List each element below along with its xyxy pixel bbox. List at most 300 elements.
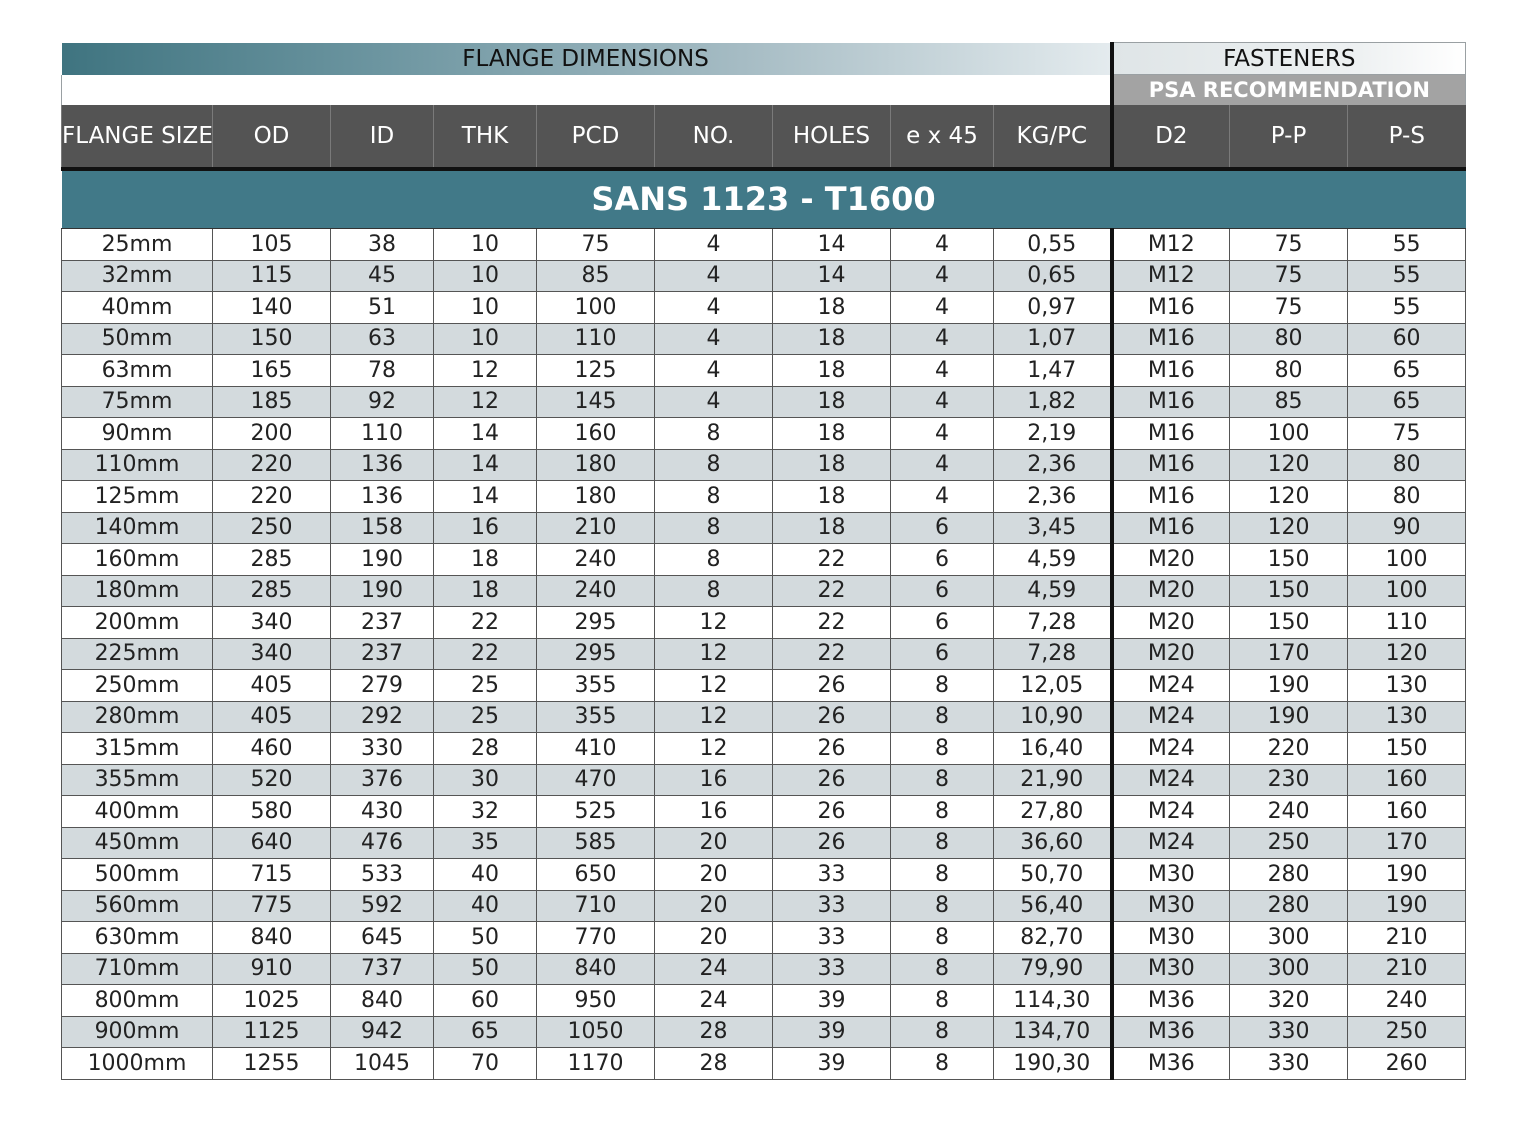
cell-flange-size: 315mm (62, 733, 213, 765)
cell-d2: M24 (1112, 827, 1230, 859)
cell-id: 136 (331, 449, 434, 481)
cell-holes: 18 (773, 386, 891, 418)
table-row (62, 323, 1466, 355)
cell-holes: 18 (773, 449, 891, 481)
cell-flange-size: 180mm (62, 575, 213, 607)
cell-e45: 6 (891, 638, 994, 670)
cell-e45: 6 (891, 544, 994, 576)
table-row (62, 1048, 1466, 1080)
cell-od: 185 (213, 386, 331, 418)
cell-ps: 100 (1348, 575, 1466, 607)
cell-d2: M12 (1112, 229, 1230, 261)
psa-recommendation-header: PSA RECOMMENDATION (1112, 75, 1466, 105)
cell-pcd: 240 (537, 544, 655, 576)
cell-d2: M20 (1112, 544, 1230, 576)
cell-flange-size: 160mm (62, 544, 213, 576)
cell-pp: 120 (1230, 512, 1348, 544)
table-row (62, 386, 1466, 418)
cell-flange-size: 63mm (62, 355, 213, 387)
table-row (62, 260, 1466, 292)
cell-pcd: 295 (537, 638, 655, 670)
cell-e45: 8 (891, 1016, 994, 1048)
cell-no: 8 (655, 481, 773, 513)
fasteners-header: FASTENERS (1112, 43, 1466, 75)
cell-thk: 22 (434, 638, 537, 670)
cell-id: 430 (331, 796, 434, 828)
cell-ps: 160 (1348, 796, 1466, 828)
cell-thk: 12 (434, 355, 537, 387)
table-row (62, 764, 1466, 796)
cell-pcd: 180 (537, 481, 655, 513)
cell-pp: 80 (1230, 323, 1348, 355)
cell-thk: 40 (434, 859, 537, 891)
cell-pcd: 525 (537, 796, 655, 828)
cell-e45: 8 (891, 985, 994, 1017)
cell-od: 200 (213, 418, 331, 450)
table-row (62, 859, 1466, 891)
cell-pp: 120 (1230, 481, 1348, 513)
cell-kgpc: 4,59 (994, 544, 1112, 576)
cell-pp: 300 (1230, 953, 1348, 985)
cell-flange-size: 900mm (62, 1016, 213, 1048)
flange-dimensions-sheet (61, 42, 1465, 1080)
cell-holes: 26 (773, 764, 891, 796)
cell-d2: M20 (1112, 607, 1230, 639)
cell-od: 405 (213, 701, 331, 733)
cell-id: 190 (331, 575, 434, 607)
cell-kgpc: 21,90 (994, 764, 1112, 796)
cell-flange-size: 40mm (62, 292, 213, 324)
cell-pcd: 355 (537, 701, 655, 733)
col-pp: P-P (1230, 105, 1348, 169)
cell-od: 910 (213, 953, 331, 985)
cell-flange-size: 140mm (62, 512, 213, 544)
cell-holes: 26 (773, 733, 891, 765)
cell-pp: 320 (1230, 985, 1348, 1017)
cell-d2: M30 (1112, 953, 1230, 985)
cell-e45: 4 (891, 481, 994, 513)
cell-ps: 100 (1348, 544, 1466, 576)
cell-od: 220 (213, 481, 331, 513)
cell-kgpc: 27,80 (994, 796, 1112, 828)
cell-pp: 190 (1230, 670, 1348, 702)
cell-no: 20 (655, 890, 773, 922)
cell-thk: 70 (434, 1048, 537, 1080)
cell-id: 279 (331, 670, 434, 702)
cell-holes: 18 (773, 481, 891, 513)
cell-kgpc: 0,55 (994, 229, 1112, 261)
cell-pcd: 1170 (537, 1048, 655, 1080)
cell-id: 292 (331, 701, 434, 733)
cell-id: 190 (331, 544, 434, 576)
cell-pp: 150 (1230, 544, 1348, 576)
table-row (62, 733, 1466, 765)
cell-kgpc: 10,90 (994, 701, 1112, 733)
column-header-row (62, 105, 1466, 169)
cell-kgpc: 4,59 (994, 575, 1112, 607)
blank-sub-header (62, 75, 1112, 105)
cell-pp: 100 (1230, 418, 1348, 450)
cell-no: 12 (655, 701, 773, 733)
cell-d2: M20 (1112, 638, 1230, 670)
cell-holes: 33 (773, 859, 891, 891)
cell-thk: 60 (434, 985, 537, 1017)
cell-id: 737 (331, 953, 434, 985)
cell-ps: 75 (1348, 418, 1466, 450)
cell-no: 12 (655, 733, 773, 765)
cell-no: 8 (655, 449, 773, 481)
cell-pcd: 125 (537, 355, 655, 387)
cell-kgpc: 2,36 (994, 449, 1112, 481)
cell-od: 340 (213, 638, 331, 670)
table-row (62, 670, 1466, 702)
cell-ps: 130 (1348, 670, 1466, 702)
col-od: OD (213, 105, 331, 169)
cell-flange-size: 450mm (62, 827, 213, 859)
cell-holes: 18 (773, 292, 891, 324)
cell-pp: 190 (1230, 701, 1348, 733)
cell-d2: M16 (1112, 292, 1230, 324)
cell-no: 8 (655, 512, 773, 544)
cell-thk: 30 (434, 764, 537, 796)
cell-ps: 90 (1348, 512, 1466, 544)
cell-e45: 8 (891, 953, 994, 985)
cell-ps: 120 (1348, 638, 1466, 670)
cell-kgpc: 0,65 (994, 260, 1112, 292)
cell-id: 78 (331, 355, 434, 387)
cell-flange-size: 225mm (62, 638, 213, 670)
group-header-row (62, 43, 1466, 75)
cell-ps: 190 (1348, 859, 1466, 891)
cell-pp: 80 (1230, 355, 1348, 387)
cell-pp: 150 (1230, 575, 1348, 607)
col-e45: e x 45 (891, 105, 994, 169)
cell-d2: M36 (1112, 1048, 1230, 1080)
cell-id: 840 (331, 985, 434, 1017)
cell-pp: 330 (1230, 1016, 1348, 1048)
col-d2: D2 (1112, 105, 1230, 169)
cell-no: 4 (655, 386, 773, 418)
cell-od: 405 (213, 670, 331, 702)
cell-pcd: 295 (537, 607, 655, 639)
col-no: NO. (655, 105, 773, 169)
cell-od: 105 (213, 229, 331, 261)
cell-no: 20 (655, 922, 773, 954)
cell-thk: 18 (434, 575, 537, 607)
cell-thk: 25 (434, 670, 537, 702)
standard-banner: SANS 1123 - T1600 (62, 169, 1466, 229)
cell-pcd: 710 (537, 890, 655, 922)
cell-thk: 10 (434, 260, 537, 292)
cell-d2: M16 (1112, 481, 1230, 513)
cell-d2: M16 (1112, 418, 1230, 450)
cell-od: 520 (213, 764, 331, 796)
cell-holes: 26 (773, 670, 891, 702)
cell-thk: 40 (434, 890, 537, 922)
cell-kgpc: 16,40 (994, 733, 1112, 765)
cell-kgpc: 12,05 (994, 670, 1112, 702)
cell-pcd: 1050 (537, 1016, 655, 1048)
cell-holes: 14 (773, 229, 891, 261)
cell-d2: M30 (1112, 890, 1230, 922)
cell-ps: 210 (1348, 922, 1466, 954)
col-flange-size: FLANGE SIZE (62, 105, 213, 169)
cell-kgpc: 190,30 (994, 1048, 1112, 1080)
table-row (62, 890, 1466, 922)
cell-pcd: 470 (537, 764, 655, 796)
flange-table (61, 42, 1466, 1080)
cell-pp: 85 (1230, 386, 1348, 418)
table-body (62, 229, 1466, 1080)
cell-e45: 8 (891, 670, 994, 702)
cell-flange-size: 25mm (62, 229, 213, 261)
cell-kgpc: 79,90 (994, 953, 1112, 985)
cell-holes: 39 (773, 985, 891, 1017)
cell-flange-size: 75mm (62, 386, 213, 418)
cell-od: 460 (213, 733, 331, 765)
cell-id: 476 (331, 827, 434, 859)
table-row (62, 355, 1466, 387)
cell-ps: 130 (1348, 701, 1466, 733)
cell-od: 715 (213, 859, 331, 891)
cell-thk: 32 (434, 796, 537, 828)
cell-thk: 14 (434, 481, 537, 513)
table-row (62, 418, 1466, 450)
cell-pp: 75 (1230, 229, 1348, 261)
cell-flange-size: 32mm (62, 260, 213, 292)
cell-e45: 4 (891, 260, 994, 292)
cell-flange-size: 1000mm (62, 1048, 213, 1080)
cell-pcd: 75 (537, 229, 655, 261)
cell-holes: 26 (773, 827, 891, 859)
cell-id: 237 (331, 638, 434, 670)
cell-ps: 250 (1348, 1016, 1466, 1048)
table-row (62, 1016, 1466, 1048)
cell-holes: 26 (773, 701, 891, 733)
cell-pp: 170 (1230, 638, 1348, 670)
cell-id: 942 (331, 1016, 434, 1048)
standard-banner-row (62, 169, 1466, 229)
cell-id: 136 (331, 481, 434, 513)
cell-no: 4 (655, 260, 773, 292)
col-kgpc: KG/PC (994, 105, 1112, 169)
cell-od: 220 (213, 449, 331, 481)
cell-od: 775 (213, 890, 331, 922)
cell-e45: 8 (891, 733, 994, 765)
cell-ps: 65 (1348, 355, 1466, 387)
cell-no: 20 (655, 827, 773, 859)
cell-id: 645 (331, 922, 434, 954)
cell-od: 250 (213, 512, 331, 544)
cell-holes: 39 (773, 1048, 891, 1080)
cell-kgpc: 50,70 (994, 859, 1112, 891)
cell-d2: M24 (1112, 670, 1230, 702)
cell-ps: 210 (1348, 953, 1466, 985)
cell-pcd: 180 (537, 449, 655, 481)
cell-pcd: 110 (537, 323, 655, 355)
cell-no: 24 (655, 953, 773, 985)
cell-kgpc: 7,28 (994, 638, 1112, 670)
cell-flange-size: 90mm (62, 418, 213, 450)
cell-thk: 65 (434, 1016, 537, 1048)
cell-od: 140 (213, 292, 331, 324)
cell-pcd: 950 (537, 985, 655, 1017)
cell-thk: 25 (434, 701, 537, 733)
col-holes: HOLES (773, 105, 891, 169)
table-row (62, 796, 1466, 828)
cell-d2: M12 (1112, 260, 1230, 292)
cell-e45: 8 (891, 1048, 994, 1080)
cell-e45: 6 (891, 512, 994, 544)
cell-ps: 80 (1348, 481, 1466, 513)
cell-pp: 120 (1230, 449, 1348, 481)
cell-pcd: 355 (537, 670, 655, 702)
cell-id: 330 (331, 733, 434, 765)
cell-id: 51 (331, 292, 434, 324)
cell-pcd: 650 (537, 859, 655, 891)
cell-id: 38 (331, 229, 434, 261)
cell-e45: 8 (891, 890, 994, 922)
table-row (62, 922, 1466, 954)
cell-pcd: 85 (537, 260, 655, 292)
cell-flange-size: 50mm (62, 323, 213, 355)
cell-od: 640 (213, 827, 331, 859)
cell-thk: 50 (434, 953, 537, 985)
cell-kgpc: 114,30 (994, 985, 1112, 1017)
cell-id: 110 (331, 418, 434, 450)
table-row (62, 512, 1466, 544)
cell-ps: 110 (1348, 607, 1466, 639)
cell-pcd: 840 (537, 953, 655, 985)
cell-kgpc: 2,36 (994, 481, 1112, 513)
cell-holes: 39 (773, 1016, 891, 1048)
cell-d2: M16 (1112, 355, 1230, 387)
cell-flange-size: 200mm (62, 607, 213, 639)
cell-no: 28 (655, 1016, 773, 1048)
cell-flange-size: 355mm (62, 764, 213, 796)
cell-no: 12 (655, 670, 773, 702)
cell-kgpc: 36,60 (994, 827, 1112, 859)
cell-flange-size: 110mm (62, 449, 213, 481)
cell-pcd: 100 (537, 292, 655, 324)
cell-e45: 8 (891, 859, 994, 891)
cell-ps: 55 (1348, 260, 1466, 292)
cell-id: 45 (331, 260, 434, 292)
cell-thk: 22 (434, 607, 537, 639)
table-row (62, 985, 1466, 1017)
cell-holes: 18 (773, 355, 891, 387)
cell-id: 92 (331, 386, 434, 418)
cell-ps: 240 (1348, 985, 1466, 1017)
cell-thk: 10 (434, 292, 537, 324)
cell-no: 12 (655, 638, 773, 670)
cell-e45: 4 (891, 229, 994, 261)
cell-flange-size: 250mm (62, 670, 213, 702)
cell-d2: M36 (1112, 985, 1230, 1017)
cell-e45: 8 (891, 922, 994, 954)
cell-ps: 55 (1348, 292, 1466, 324)
cell-d2: M16 (1112, 449, 1230, 481)
cell-ps: 80 (1348, 449, 1466, 481)
cell-e45: 4 (891, 292, 994, 324)
cell-pcd: 770 (537, 922, 655, 954)
table-row (62, 607, 1466, 639)
cell-pcd: 585 (537, 827, 655, 859)
table-row (62, 701, 1466, 733)
cell-flange-size: 400mm (62, 796, 213, 828)
cell-pp: 230 (1230, 764, 1348, 796)
cell-no: 28 (655, 1048, 773, 1080)
table-row (62, 575, 1466, 607)
cell-pp: 330 (1230, 1048, 1348, 1080)
cell-no: 4 (655, 323, 773, 355)
cell-holes: 22 (773, 544, 891, 576)
cell-e45: 4 (891, 323, 994, 355)
cell-e45: 4 (891, 355, 994, 387)
cell-d2: M24 (1112, 764, 1230, 796)
cell-holes: 33 (773, 890, 891, 922)
cell-holes: 22 (773, 638, 891, 670)
table-row (62, 544, 1466, 576)
cell-ps: 60 (1348, 323, 1466, 355)
cell-od: 150 (213, 323, 331, 355)
table-row (62, 953, 1466, 985)
cell-holes: 18 (773, 512, 891, 544)
cell-flange-size: 500mm (62, 859, 213, 891)
cell-no: 4 (655, 355, 773, 387)
cell-id: 63 (331, 323, 434, 355)
cell-od: 580 (213, 796, 331, 828)
cell-no: 12 (655, 607, 773, 639)
cell-thk: 50 (434, 922, 537, 954)
cell-no: 16 (655, 796, 773, 828)
cell-kgpc: 0,97 (994, 292, 1112, 324)
cell-d2: M16 (1112, 512, 1230, 544)
cell-od: 1125 (213, 1016, 331, 1048)
cell-thk: 16 (434, 512, 537, 544)
cell-id: 158 (331, 512, 434, 544)
cell-od: 1025 (213, 985, 331, 1017)
col-ps: P-S (1348, 105, 1466, 169)
cell-no: 4 (655, 229, 773, 261)
cell-pcd: 210 (537, 512, 655, 544)
cell-holes: 18 (773, 323, 891, 355)
cell-ps: 260 (1348, 1048, 1466, 1080)
cell-od: 840 (213, 922, 331, 954)
cell-e45: 6 (891, 607, 994, 639)
cell-ps: 65 (1348, 386, 1466, 418)
table-row (62, 481, 1466, 513)
cell-flange-size: 125mm (62, 481, 213, 513)
cell-pp: 150 (1230, 607, 1348, 639)
cell-flange-size: 710mm (62, 953, 213, 985)
cell-d2: M30 (1112, 859, 1230, 891)
cell-kgpc: 1,07 (994, 323, 1112, 355)
cell-thk: 14 (434, 449, 537, 481)
cell-no: 16 (655, 764, 773, 796)
cell-d2: M24 (1112, 796, 1230, 828)
table-row (62, 292, 1466, 324)
col-pcd: PCD (537, 105, 655, 169)
cell-pcd: 240 (537, 575, 655, 607)
cell-pp: 240 (1230, 796, 1348, 828)
flange-dimensions-header: FLANGE DIMENSIONS (62, 43, 1112, 75)
cell-e45: 6 (891, 575, 994, 607)
cell-flange-size: 800mm (62, 985, 213, 1017)
cell-id: 376 (331, 764, 434, 796)
col-thk: THK (434, 105, 537, 169)
cell-kgpc: 82,70 (994, 922, 1112, 954)
